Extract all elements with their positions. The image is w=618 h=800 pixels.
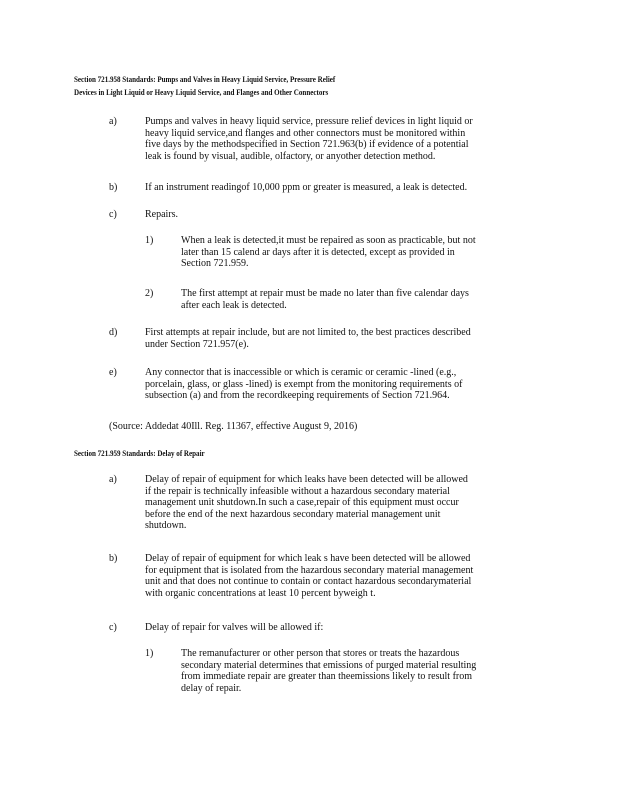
text-line: after each leak is detected.: [181, 299, 287, 311]
text-line: secondary material determines that emissions of purged material resulting: [181, 659, 477, 671]
source-note: (Source: Addedat 40Ill. Reg. 11367, effective August 9, 2016): [109, 421, 358, 432]
item-text: [145, 116, 535, 162]
item-text: [145, 209, 535, 221]
text-line: Repairs.: [145, 209, 179, 220]
text-line: management unit shutdown.In such a case,repair of this equipment must occur: [145, 497, 459, 508]
item-text: [145, 622, 535, 634]
text-line: subsection (a) and from the recordkeeping requirements of Section 721.964.: [145, 390, 450, 401]
subitem-label: 1): [145, 648, 154, 659]
text-line: unit and that does not continue to contain or contact hazardous secondarymaterial: [145, 576, 472, 587]
text-line: later than 15 calend ar days after it is detected, except as provided in: [181, 246, 455, 258]
heading-line: Devices in Light Liquid or Heavy Liquid Service, and Flanges and Other Connectors: [74, 87, 329, 97]
text-line: Delay of repair of equipment for which leak s have been detected will be allowed: [145, 553, 471, 564]
item-label: c): [109, 209, 117, 220]
item-label: d): [109, 327, 118, 338]
item-text: [145, 367, 535, 402]
text-line: Delay of repair of equipment for which leaks have been detected will be allowed: [145, 474, 468, 485]
text-line: for equipment that is isolated from the hazardous secondary material management: [145, 564, 474, 576]
text-line: leak is found by visual, audible, olfactory, or anyother detection method.: [145, 150, 436, 162]
item-text: [145, 182, 535, 194]
text-line: if the repair is technically infeasible without a hazardous secondary material: [145, 485, 450, 497]
section-heading: [74, 448, 478, 461]
item-text: [145, 327, 535, 350]
text-line: If an instrument readingof 10,000 ppm or greater is measured, a leak is detected.: [145, 182, 468, 193]
item-label: b): [109, 182, 118, 193]
text-line: five days by the methodspecified in Section 721.963(b) if evidence of a potential: [145, 139, 469, 150]
text-line: before the end of the next hazardous secondary material management unit: [145, 508, 441, 520]
text-line: Pumps and valves in heavy liquid service, pressure relief devices in light liquid or: [145, 116, 473, 127]
item-text: [145, 553, 535, 599]
text-line: Delay of repair for valves will be allowed if:: [145, 622, 324, 633]
text-line: shutdown.: [145, 520, 187, 531]
subitem-label: 1): [145, 235, 154, 246]
item-label: e): [109, 367, 117, 378]
text-line: The first attempt at repair must be made no later than five calendar days: [181, 288, 469, 299]
text-line: porcelain, glass, or glass -lined) is exempt from the monitoring requirements of: [145, 378, 463, 390]
item-text: [145, 474, 535, 532]
item-label: a): [109, 474, 117, 485]
subitem-text: [181, 235, 535, 270]
item-label: c): [109, 622, 117, 633]
text-line: heavy liquid service,and flanges and other connectors must be monitored within: [145, 127, 466, 139]
section-heading: [74, 74, 478, 99]
text-line: When a leak is detected,it must be repaired as soon as practicable, but not: [181, 235, 476, 246]
text-line: Section 721.959.: [181, 258, 249, 269]
text-line: The remanufacturer or other person that stores or treats the hazardous: [181, 648, 460, 659]
text-line: with organic concentrations at least 10 percent byweigh t.: [145, 587, 376, 599]
subitem-label: 2): [145, 288, 154, 299]
subitem-text: [181, 288, 535, 311]
heading-line: Section 721.958 Standards: Pumps and Valves in Heavy Liquid Service, Pressure Relief: [74, 75, 336, 84]
text-line: from immediate repair are greater than theemissions likely to result from: [181, 671, 473, 682]
text-line: First attempts at repair include, but are not limited to, the best practices described: [145, 327, 471, 338]
text-line: delay of repair.: [181, 682, 242, 694]
text-line: Any connector that is inaccessible or which is ceramic or ceramic -lined (e.g.,: [145, 367, 457, 378]
heading-line: Section 721.959 Standards: Delay of Repair: [74, 449, 205, 458]
item-label: b): [109, 553, 118, 564]
subitem-text: [181, 648, 535, 694]
text-line: under Section 721.957(e).: [145, 338, 249, 350]
item-label: a): [109, 116, 117, 127]
